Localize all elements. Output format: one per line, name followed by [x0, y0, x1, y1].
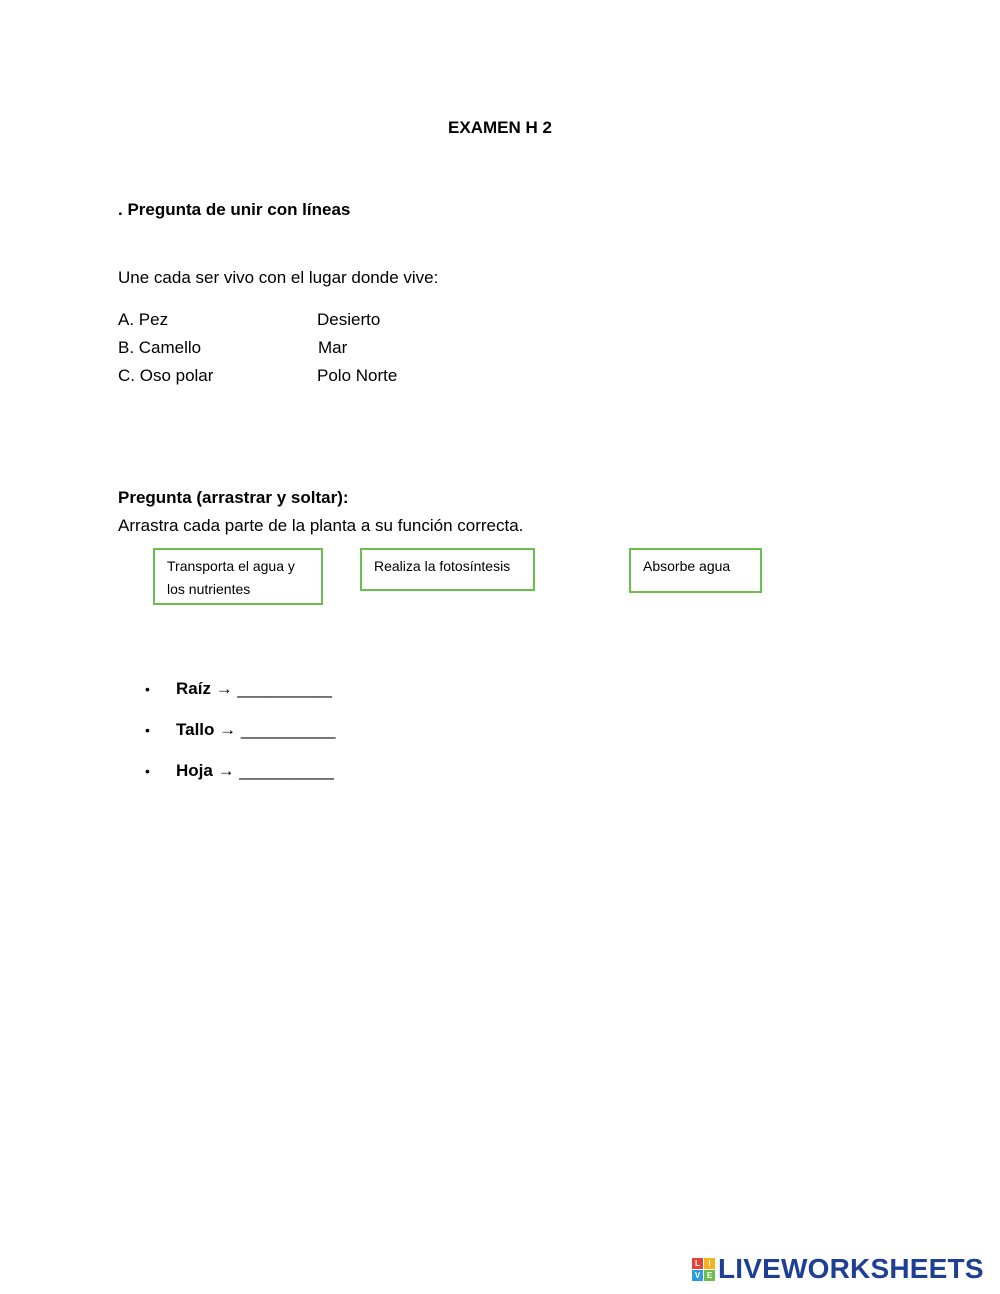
match-left-item[interactable]: B. Camello — [118, 338, 202, 357]
drag-option-text: Realiza la fotosíntesis — [374, 558, 511, 574]
liveworksheets-logo — [692, 1254, 984, 1284]
answer-blank[interactable]: __________ — [240, 720, 336, 739]
match-right-item[interactable]: Desierto — [317, 310, 381, 329]
drag-option-text: Absorbe agua — [643, 558, 731, 574]
match-right-item[interactable]: Mar — [318, 338, 348, 357]
bullet: • — [145, 763, 150, 779]
plant-part-label: Hoja — [176, 761, 213, 780]
arrow-icon: → — [210, 679, 238, 698]
list-item — [145, 679, 332, 699]
plant-part-label: Raíz — [176, 679, 211, 698]
match-left-item[interactable]: A. Pez — [118, 310, 169, 329]
logo-icon: L I V E — [692, 1258, 715, 1281]
match-right-item[interactable]: Polo Norte — [317, 366, 398, 385]
drag-option-transport[interactable] — [153, 548, 323, 605]
section2-instruction: Arrastra cada parte de la planta a su función correcta. — [118, 516, 524, 535]
answer-blank[interactable]: __________ — [237, 679, 332, 698]
arrow-icon: → — [214, 720, 241, 739]
match-left-item[interactable]: C. Oso polar — [118, 366, 214, 385]
bullet: • — [145, 681, 150, 697]
list-item — [145, 720, 335, 740]
section1-instruction: Une cada ser vivo con el lugar donde vive: — [118, 268, 439, 287]
plant-part-label: Tallo — [176, 720, 215, 739]
drag-option-text: los nutrientes — [167, 581, 251, 597]
list-item — [145, 761, 334, 781]
section1-heading: . Pregunta de unir con líneas — [118, 200, 351, 219]
answer-blank[interactable]: __________ — [239, 761, 334, 780]
bullet: • — [145, 722, 150, 738]
page-title: EXAMEN H 2 — [448, 118, 552, 137]
drag-option-text: Transporta el agua y — [167, 558, 295, 574]
section2-heading: Pregunta (arrastrar y soltar): — [118, 488, 349, 507]
logo-text: LIVEWORKSHEETS — [718, 1253, 984, 1284]
drag-option-photosynthesis[interactable] — [360, 548, 535, 591]
arrow-icon: → — [212, 761, 240, 780]
drag-option-absorb[interactable] — [629, 548, 762, 593]
